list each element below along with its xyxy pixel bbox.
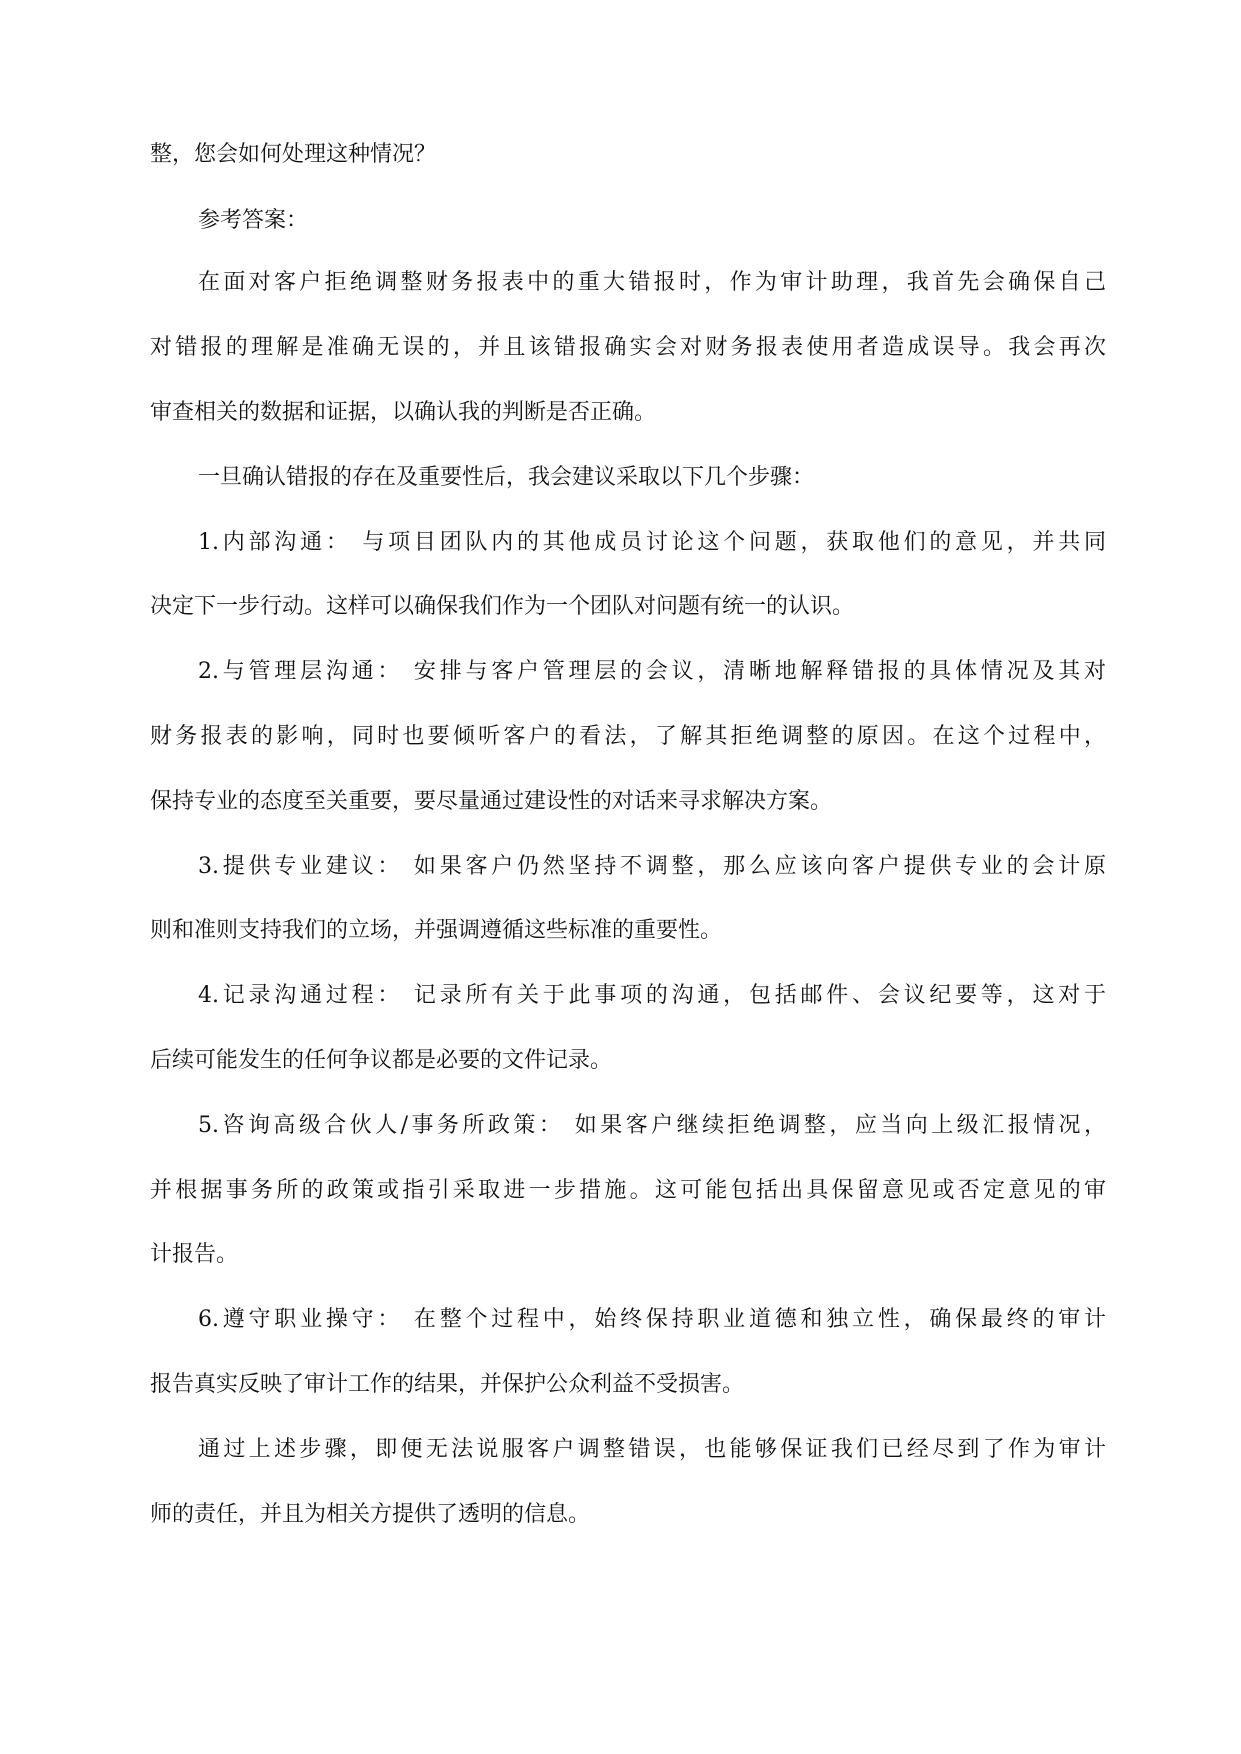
- text-line: 5.咨询高级合伙人/事务所政策： 如果客户继续拒绝调整，应当向上级汇报情况，: [198, 1113, 1106, 1138]
- text-line: 报告真实反映了审计工作的结果，并保护公众利益不受损害。: [150, 1372, 745, 1397]
- text-line: 保持专业的态度至关重要，要尽量通过建设性的对话来寻求解决方案。: [150, 789, 833, 814]
- text-line: 对错报的理解是准确无误的，并且该错报确实会对财务报表使用者造成误导。我会再次: [150, 335, 1106, 360]
- text-line: 决定下一步行动。这样可以确保我们作为一个团队对问题有统一的认识。: [150, 594, 855, 619]
- text-line: 审查相关的数据和证据，以确认我的判断是否正确。: [150, 400, 657, 425]
- text-line: 1.内部沟通： 与项目团队内的其他成员讨论这个问题，获取他们的意见，并共同: [198, 530, 1106, 555]
- text-line: 财务报表的影响，同时也要倾听客户的看法，了解其拒绝调整的原因。在这个过程中，: [150, 724, 1106, 749]
- text-line: 参考答案：: [198, 208, 309, 233]
- text-line: 并根据事务所的政策或指引采取进一步措施。这可能包括出具保留意见或否定意见的审: [150, 1178, 1106, 1203]
- text-line: 4.记录沟通过程： 记录所有关于此事项的沟通，包括邮件、会议纪要等，这对于: [198, 983, 1106, 1008]
- text-line: 计报告。: [150, 1242, 239, 1267]
- text-line: 师的责任，并且为相关方提供了透明的信息。: [150, 1502, 591, 1527]
- text-line: 通过上述步骤，即便无法说服客户调整错误，也能够保证我们已经尽到了作为审计: [198, 1437, 1106, 1462]
- text-line: 6.遵守职业操守： 在整个过程中，始终保持职业道德和独立性，确保最终的审计: [198, 1307, 1106, 1332]
- text-line: 一旦确认错报的存在及重要性后，我会建议采取以下几个步骤：: [198, 465, 815, 490]
- text-line: 后续可能发生的任何争议都是必要的文件记录。: [150, 1048, 613, 1073]
- text-line: 在面对客户拒绝调整财务报表中的重大错报时，作为审计助理，我首先会确保自己: [198, 270, 1106, 295]
- text-line: 3.提供专业建议： 如果客户仍然坚持不调整，那么应该向客户提供专业的会计原: [198, 854, 1106, 879]
- text-line: 整，您会如何处理这种情况？: [150, 142, 437, 167]
- text-line: 则和准则支持我们的立场，并强调遵循这些标准的重要性。: [150, 918, 723, 943]
- text-line: 2.与管理层沟通： 安排与客户管理层的会议，清晰地解释错报的具体情况及其对: [198, 659, 1106, 684]
